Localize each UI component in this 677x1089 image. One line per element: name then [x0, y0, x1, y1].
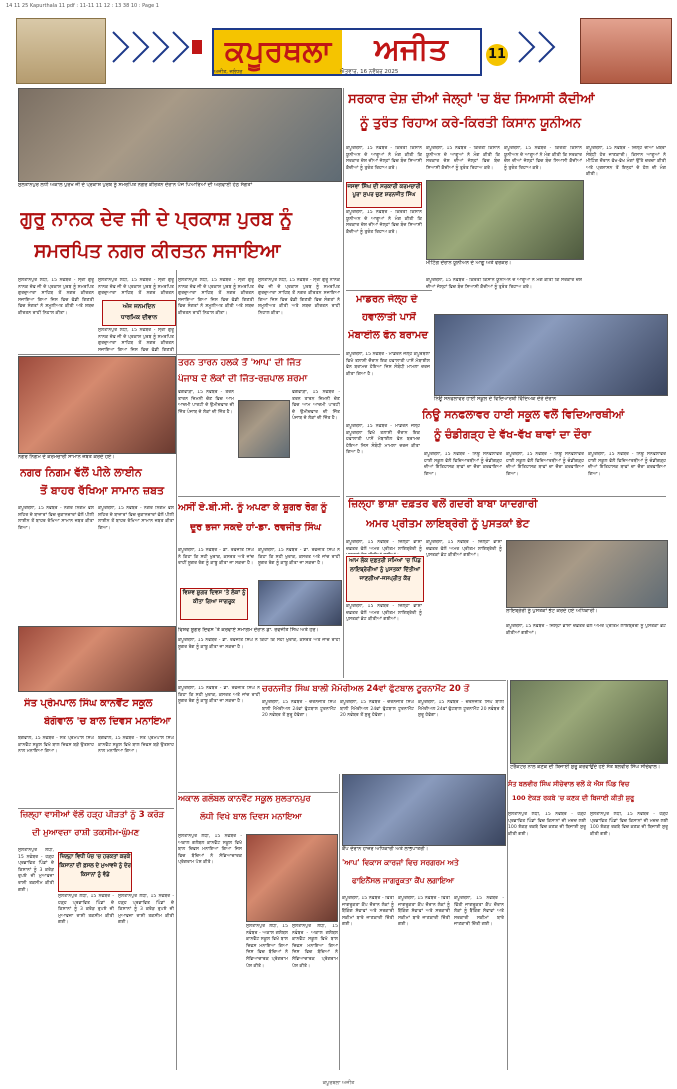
sunflower-caption: ਨਿਊ ਸਨਫਲਾਵਰ ਹਾਈ ਸਕੂਲ ਦੇ ਵਿਦਿਆਰਥੀ ਵਿੱਦਿਅਕ ਦੌਰੇ ਦੌਰਾਨ — [434, 396, 557, 402]
nagar-kirtan-box-line-1: ਅੱਜ ਜਨਮਦਿਨ — [122, 303, 156, 310]
charanjit-headline: ਚਰਨਜੀਤ ਸਿੰਘ ਬਾਲੀ ਮੈਮੋਰੀਅਲ 24ਵਾਂ ਫੁੱਟਬਾਲ ਟੂਰਨਾਮੈਂਟ 20 ਤੋਂ — [262, 684, 470, 694]
nagar-nigam-caption: ਨਗਰ ਨਿਗਮ ਦੇ ਕਰਮਚਾਰੀ ਸਾਮਾਨ ਜ਼ਬਤ ਕਰਦੇ ਹੋਏ। — [18, 454, 115, 460]
row-rule — [178, 680, 506, 681]
jail-body: ਕਪੂਰਥਲਾ, 15 ਨਵੰਬਰ - ਮਾਡਰਨ ਜੇਲ੍ਹ ਕਪੂਰਥਲਾ ਵਿਖੇ ਤਲਾਸ਼ੀ ਦੌਰਾਨ ਇਕ ਹਵਾਲਾਤੀ ਪਾਸੋਂ ਮੋਬਾਈਲ ਫੋਨ ਬਰਾਮਦ ਹੋਇਆ ਜਿਸ ਸੰਬੰਧੀ ਮਾਮਲਾ ਦਰਜ ਕੀਤਾ ਗਿਆ ਹੈ। — [346, 352, 430, 377]
sugar-body: ਕਪੂਰਥਲਾ, 15 ਨਵੰਬਰ - ਡਾ. ਰਵਜੀਤ ਸਿੰਘ ਨੇ ਕਿਹਾ ਕਿ ਸਹੀ ਖੁਰਾਕ, ਕਸਰਤ ਅਤੇ ਜਾਂਚ ਰਾਹੀਂ ਸ਼ੂਗਰ ਰੋਗ ਨੂੰ ਕਾਬੂ ਕੀਤਾ ਜਾ ਸਕਦਾ ਹੈ। — [178, 548, 254, 567]
nagar-kirtan-photo — [18, 88, 342, 182]
camp-caption: ਕੈਂਪ ਦੌਰਾਨ ਹਾਜ਼ਰ ਅਧਿਕਾਰੀ ਅਤੇ ਲਾਭਪਾਤਰੀ। — [342, 846, 429, 852]
rajpal-sharma-portrait — [238, 400, 290, 458]
decorative-pattern-right — [514, 22, 574, 78]
kisan-body: ਕਪੂਰਥਲਾ, 15 ਨਵੰਬਰ - ਕਿਰਤੀ ਕਿਸਾਨ ਯੂਨੀਅਨ ਦੇ ਆਗੂਆਂ ਨੇ ਮੰਗ ਕੀਤੀ ਕਿ ਸਰਕਾਰ ਦੇਸ਼ ਦੀਆਂ ਜੇਲ੍ਹਾਂ ਵਿਚ ਬੰਦ ਸਿਆਸੀ ਕੈਦੀਆਂ ਨੂੰ ਤੁਰੰਤ ਰਿਹਾਅ ਕਰੇ। — [346, 146, 422, 171]
jail-headline-3: ਮੋਬਾਈਲ ਫੋਨ ਬਰਾਮਦ — [348, 330, 428, 341]
bhasha-body-col1b: ਕਪੂਰਥਲਾ, 15 ਨਵੰਬਰ - ਜ਼ਿਲ੍ਹਾ ਭਾਸ਼ਾ ਦਫ਼ਤਰ ਵੱਲੋਂ ਅਮਰ ਪ੍ਰੀਤਮ ਲਾਇਬ੍ਰੇਰੀ ਨੂੰ ਪੁਸਤਕਾਂ ਭੇਟ ਕੀਤੀਆਂ ਗਈਆਂ। — [346, 604, 422, 623]
nagar-nigam-headline-1: ਨਗਰ ਨਿਗਮ ਵੱਲੋਂ ਪੀਲੇ ਲਾਈਨ — [20, 466, 142, 479]
tarn-taran-body-col2: ਫਗਵਾੜਾ, 15 ਨਵੰਬਰ - ਤਰਨ ਤਾਰਨ ਜ਼ਿਮਨੀ ਚੋਣ ਵਿਚ ਆਮ ਆਦਮੀ ਪਾਰਟੀ ਦੇ ਉਮੀਦਵਾਰ ਦੀ ਜਿੱਤ ਪੰਜਾਬ ਦੇ ਲੋਕਾਂ ਦੀ ਜਿੱਤ ਹੈ। — [292, 390, 340, 422]
kisan-body-col1b: ਕਪੂਰਥਲਾ, 15 ਨਵੰਬਰ - ਕਿਰਤੀ ਕਿਸਾਨ ਯੂਨੀਅਨ ਦੇ ਆਗੂਆਂ ਨੇ ਮੰਗ ਕੀਤੀ ਕਿ ਸਰਕਾਰ ਦੇਸ਼ ਦੀਆਂ ਜੇਲ੍ਹਾਂ ਵਿਚ ਬੰਦ ਸਿਆਸੀ ਕੈਦੀਆਂ ਨੂੰ ਤੁਰੰਤ ਰਿਹਾਅ ਕਰੇ। — [346, 210, 422, 235]
sunflower-body-col3: ਕਪੂਰਥਲਾ, 15 ਨਵੰਬਰ - ਨਿਊ ਸਨਫਲਾਵਰ ਹਾਈ ਸਕੂਲ ਵੱਲੋਂ ਵਿਦਿਆਰਥੀਆਂ ਨੂੰ ਚੰਡੀਗੜ੍ਹ ਦੀਆਂ ਇਤਿਹਾਸਕ ਥਾਵਾਂ ਦਾ ਦੌਰਾ ਕਰਵਾਇਆ ਗਿਆ। — [588, 452, 666, 477]
column-rule — [343, 88, 344, 678]
sugar-body-col2: ਕਪੂਰਥਲਾ, 15 ਨਵੰਬਰ - ਡਾ. ਰਵਜੀਤ ਸਿੰਘ ਨੇ ਕਿਹਾ ਕਿ ਸਹੀ ਖੁਰਾਕ, ਕਸਰਤ ਅਤੇ ਜਾਂਚ ਰਾਹੀਂ ਸ਼ੂਗਰ ਰੋਗ ਨੂੰ ਕਾਬੂ ਕੀਤਾ ਜਾ ਸਕਦਾ ਹੈ। — [258, 548, 340, 567]
vikas-headline-1: 'ਆਪ' ਵਿਕਾਸ ਕਾਰਜਾਂ ਵਿਚ ਸਰਗਰਮ ਅਤੇ — [342, 858, 459, 867]
hadh-box: ਜ਼ਿਲ੍ਹਾ ਵਿਧੀ ਪੰਚ 'ਚ ਹਰਕਤਾਂ ਕਰਕੇ ਕਿਸਾਨਾਂ ਦੀ ਫ਼ਸਲ ਦੇ ਮੁਆਵਜ਼ੇ ਨੂੰ ਦੇਰ ਕਿਸਾਨਾਂ ਨੂੰ ਵੰਡੇ — [58, 852, 132, 892]
vikas-body-col3: ਕਪੂਰਥਲਾ, 15 ਨਵੰਬਰ - ਵਿੱਤੀ ਜਾਗਰੂਕਤਾ ਕੈਂਪ ਦੌਰਾਨ ਲੋਕਾਂ ਨੂੰ ਬੈਂਕਿੰਗ ਸੇਵਾਵਾਂ ਅਤੇ ਸਰਕਾਰੀ ਸਕੀਮਾਂ ਬਾਰੇ ਜਾਣਕਾਰੀ ਦਿੱਤੀ ਗਈ। — [454, 896, 504, 928]
tarn-taran-headline-2: ਪੰਜਾਬ ਦੇ ਲੋਕਾਂ ਦੀ ਜਿੱਤ-ਰਜ਼ਪਾਲ ਸ਼ਰਮਾ — [178, 374, 308, 384]
kisan-body-col2: ਕਪੂਰਥਲਾ, 15 ਨਵੰਬਰ - ਕਿਰਤੀ ਕਿਸਾਨ ਯੂਨੀਅਨ ਦੇ ਆਗੂਆਂ ਨੇ ਮੰਗ ਕੀਤੀ ਕਿ ਸਰਕਾਰ ਦੇਸ਼ ਦੀਆਂ ਜੇਲ੍ਹਾਂ ਵਿਚ ਬੰਦ ਸਿਆਸੀ ਕੈਦੀਆਂ ਨੂੰ ਤੁਰੰਤ ਰਿਹਾਅ ਕਰੇ। — [426, 146, 500, 171]
tarn-taran-body: ਫਗਵਾੜਾ, 15 ਨਵੰਬਰ - ਤਰਨ ਤਾਰਨ ਜ਼ਿਮਨੀ ਚੋਣ ਵਿਚ ਆਮ ਆਦਮੀ ਪਾਰਟੀ ਦੇ ਉਮੀਦਵਾਰ ਦੀ ਜਿੱਤ ਪੰਜਾਬ ਦੇ ਲੋਕਾਂ ਦੀ ਜਿੱਤ ਹੈ। — [178, 390, 234, 415]
nagar-kirtan-body-col4: ਸੁਲਤਾਨਪੁਰ ਲੋਧੀ, 15 ਨਵੰਬਰ - ਸ੍ਰੀ ਗੁਰੂ ਨਾਨਕ ਦੇਵ ਜੀ ਦੇ ਪ੍ਰਕਾਸ਼ ਪੁਰਬ ਨੂੰ ਸਮਰਪਿਤ ਗੁਰਦੁਆਰਾ ਸਾਹਿਬ ਤੋਂ ਨਗਰ ਕੀਰਤਨ ਸਜਾਇਆ ਗਿਆ ਜਿਸ ਵਿਚ ਵੱਡੀ ਗਿਣਤੀ ਵਿਚ ਸੰਗਤਾਂ ਨੇ ਸ਼ਮੂਲੀਅਤ ਕੀਤੀ ਅਤੇ ਸ਼ਬਦ ਕੀਰਤਨ ਰਾਹੀਂ ਨਿਹਾਲ ਕੀਤਾ। — [258, 278, 340, 316]
bal-diwas-photo — [18, 626, 176, 692]
row-rule — [178, 496, 340, 497]
hadh-body-col3: ਸੁਲਤਾਨਪੁਰ ਲੋਧੀ, 15 ਨਵੰਬਰ - ਹੜ੍ਹ ਪ੍ਰਭਾਵਿਤ ਪਿੰਡਾਂ ਦੇ ਕਿਸਾਨਾਂ ਨੂੰ 3 ਕਰੋੜ ਰੁਪਏ ਦੀ ਮੁਆਵਜ਼ਾ ਰਾਸ਼ੀ ਤਕਸੀਮ ਕੀਤੀ ਗਈ। — [118, 894, 174, 926]
akal-photo — [246, 834, 338, 922]
bhasha-body: ਕਪੂਰਥਲਾ, 15 ਨਵੰਬਰ - ਜ਼ਿਲ੍ਹਾ ਭਾਸ਼ਾ ਦਫ਼ਤਰ ਵੱਲੋਂ ਅਮਰ ਪ੍ਰੀਤਮ ਲਾਇਬ੍ਰੇਰੀ ਨੂੰ — [346, 540, 422, 552]
column-rule — [339, 774, 340, 1070]
kisan-headline-1: ਸਰਕਾਰ ਦੇਸ਼ ਦੀਆਂ ਜੇਲ੍ਹਾਂ 'ਚ ਬੰਦ ਸਿਆਸੀ ਕੈਦੀਆਂ — [348, 92, 595, 107]
nagar-kirtan-headline-1: ਗੁਰੂ ਨਾਨਕ ਦੇਵ ਜੀ ਦੇ ਪ੍ਰਕਾਸ਼ ਪੁਰਬ ਨੂੰ — [20, 208, 292, 230]
bhasha-headline-1: ਜ਼ਿਲ੍ਹਾ ਭਾਸ਼ਾ ਦਫ਼ਤਰ ਵਲੋਂ ਗਦਰੀ ਬਾਬਾ ਯਾਦਗਾਰੀ — [348, 498, 538, 510]
kisan-caption: ਮੀਟਿੰਗ ਦੌਰਾਨ ਯੂਨੀਅਨ ਦੇ ਆਗੂ ਅਤੇ ਵਰਕਰ। — [426, 260, 512, 266]
masthead-title-kapurthala: ਕਪੂਰਥਲਾ — [214, 30, 342, 74]
camp-photo — [342, 774, 506, 846]
sugar-headline-2: ਦੂਰ ਭਜਾ ਸਕਦੇ ਹਾਂ-ਡਾ. ਰਵਜੀਤ ਸਿੰਘ — [190, 522, 321, 533]
tarn-taran-headline-1: ਤਰਨ ਤਾਰਨ ਹਲਕੇ ਤੋਂ 'ਆਪ' ਦੀ ਜਿੱਤ — [178, 358, 302, 368]
vikas-headline-2: ਫਾਇਨੈਂਸਲ ਜਾਗਰੂਕਤਾ ਕੈਂਪ ਲਗਾਇਆ — [352, 876, 455, 885]
sant-prem-pal-headline-2: ਬੇਗੋਵਾਲ 'ਚ ਬਾਲ ਦਿਵਸ ਮਨਾਇਆ — [44, 716, 171, 727]
masthead-date: ਐਤਵਾਰ, 16 ਨਵੰਬਰ 2025 — [340, 69, 399, 75]
nagar-kirtan-body-col2: ਸੁਲਤਾਨਪੁਰ ਲੋਧੀ, 15 ਨਵੰਬਰ - ਸ੍ਰੀ ਗੁਰੂ ਨਾਨਕ ਦੇਵ ਜੀ ਦੇ ਪ੍ਰਕਾਸ਼ ਪੁਰਬ ਨੂੰ ਸਮਰਪਿਤ ਗੁਰਦੁਆਰਾ ਸਾਹਿਬ ਤੋਂ ਨਗਰ ਕੀਰਤਨ — [98, 278, 174, 296]
nagar-kirtan-box — [102, 300, 176, 326]
kisan-photo — [426, 180, 584, 260]
hadh-headline-1: ਜ਼ਿਲ੍ਹਾ ਵਾਸੀਆਂ ਵੱਲੋਂ ਹੜ੍ਹ ਪੀੜਤਾਂ ਨੂੰ 3 ਕਰੋੜ — [20, 810, 165, 820]
sunflower-headline-1: ਨਿਊ ਸਨਫਲਾਵਰ ਹਾਈ ਸਕੂਲ ਵਲੋਂ ਵਿਦਿਆਰਥੀਆਂ — [422, 408, 625, 421]
bhasha-caption: ਲਾਇਬ੍ਰੇਰੀ ਨੂੰ ਪੁਸਤਕਾਂ ਭੇਟ ਕਰਦੇ ਹੋਏ ਅਧਿਕਾਰੀ। — [506, 608, 598, 614]
nagar-kirtan-body-col2b: ਸੁਲਤਾਨਪੁਰ ਲੋਧੀ, 15 ਨਵੰਬਰ - ਸ੍ਰੀ ਗੁਰੂ ਨਾਨਕ ਦੇਵ ਜੀ ਦੇ ਪ੍ਰਕਾਸ਼ ਪੁਰਬ ਨੂੰ ਸਮਰਪਿਤ ਗੁਰਦੁਆਰਾ ਸਾਹਿਬ ਤੋਂ ਨਗਰ ਕੀਰਤਨ ਸਜਾਇਆ ਗਿਆ ਜਿਸ ਵਿਚ ਵੱਡੀ ਗਿਣਤੀ — [98, 328, 174, 352]
bhasha-body-col3: ਕਪੂਰਥਲਾ, 15 ਨਵੰਬਰ - ਜ਼ਿਲ੍ਹਾ ਭਾਸ਼ਾ ਦਫ਼ਤਰ ਵੱਲੋਂ ਅਮਰ ਪ੍ਰੀਤਮ ਲਾਇਬ੍ਰੇਰੀ ਨੂੰ ਪੁਸਤਕਾਂ ਭੇਟ ਕੀਤੀਆਂ ਗਈਆਂ। — [506, 624, 666, 636]
kisan-body-more: ਕਪੂਰਥਲਾ, 15 ਨਵੰਬਰ - ਕਿਰਤੀ ਕਿਸਾਨ ਯੂਨੀਅਨ ਦੇ ਆਗੂਆਂ ਨੇ ਮੰਗ ਕੀਤੀ ਕਿ ਸਰਕਾਰ ਦੇਸ਼ ਦੀਆਂ ਜੇਲ੍ਹਾਂ ਵਿਚ ਬੰਦ ਸਿਆਸੀ ਕੈਦੀਆਂ ਨੂੰ ਤੁਰੰਤ ਰਿਹਾਅ ਕਰੇ। — [426, 278, 582, 290]
nagar-nigam-photo — [18, 356, 176, 454]
akal-body-col3: ਸੁਲਤਾਨਪੁਰ ਲੋਧੀ, 15 ਨਵੰਬਰ - ਅਕਾਲ ਗਲੋਬਲ ਕਾਨਵੈਂਟ ਸਕੂਲ ਵਿਖੇ ਬਾਲ ਦਿਵਸ ਮਨਾਇਆ ਗਿਆ ਜਿਸ ਵਿਚ ਬੱਚਿਆਂ ਨੇ ਸੱਭਿਆਚਾਰਕ ਪ੍ਰੋਗਰਾਮ ਪੇਸ਼ ਕੀਤੇ। — [292, 924, 338, 969]
decorative-pattern-left — [108, 22, 208, 78]
bhasha-headline-2: ਅਮਰ ਪ੍ਰੀਤਮ ਲਾਇਬ੍ਰੇਰੀ ਨੂੰ ਪੁਸਤਕਾਂ ਭੇਟ — [366, 518, 530, 530]
akal-headline-1: ਅਕਾਲ ਗਲੋਬਲ ਕਾਨਵੈਂਟ ਸਕੂਲ ਸੁਲਤਾਨਪੁਰ — [178, 794, 311, 804]
sunflower-headline-2: ਨੂੰ ਚੰਡੀਗੜ੍ਹ ਦੇ ਵੱਖ-ਵੱਖ ਥਾਵਾਂ ਦਾ ਦੌਰਾ — [434, 428, 591, 441]
akal-body: ਸੁਲਤਾਨਪੁਰ ਲੋਧੀ, 15 ਨਵੰਬਰ - ਅਕਾਲ ਗਲੋਬਲ ਕਾਨਵੈਂਟ ਸਕੂਲ ਵਿਖੇ ਬਾਲ ਦਿਵਸ ਮਨਾਇਆ ਗਿਆ ਜਿਸ ਵਿਚ ਬੱਚਿਆਂ ਨੇ ਸੱਭਿਆਚਾਰਕ ਪ੍ਰੋਗਰਾਮ ਪੇਸ਼ ਕੀਤੇ। — [178, 834, 242, 866]
charanjit-body: ਕਪੂਰਥਲਾ, 15 ਨਵੰਬਰ - ਚਰਨਜੀਤ ਸਿੰਘ ਬਾਲੀ ਮੈਮੋਰੀਅਲ 24ਵਾਂ ਫੁੱਟਬਾਲ ਟੂਰਨਾਮੈਂਟ 20 ਨਵੰਬਰ ਤੋਂ ਸ਼ੁਰੂ ਹੋਵੇਗਾ। — [262, 700, 336, 719]
akal-body-col2: ਸੁਲਤਾਨਪੁਰ ਲੋਧੀ, 15 ਨਵੰਬਰ - ਅਕਾਲ ਗਲੋਬਲ ਕਾਨਵੈਂਟ ਸਕੂਲ ਵਿਖੇ ਬਾਲ ਦਿਵਸ ਮਨਾਇਆ ਗਿਆ ਜਿਸ ਵਿਚ ਬੱਚਿਆਂ ਨੇ ਸੱਭਿਆਚਾਰਕ ਪ੍ਰੋਗਰਾਮ ਪੇਸ਼ ਕੀਤੇ। — [246, 924, 288, 969]
hadh-body: ਸੁਲਤਾਨਪੁਰ ਲੋਧੀ, 15 ਨਵੰਬਰ - ਹੜ੍ਹ ਪ੍ਰਭਾਵਿਤ ਪਿੰਡਾਂ ਦੇ ਕਿਸਾਨਾਂ ਨੂੰ 3 ਕਰੋੜ ਰੁਪਏ ਦੀ ਮੁਆਵਜ਼ਾ ਰਾਸ਼ੀ ਤਕਸੀਮ ਕੀਤੀ ਗਈ। — [18, 848, 54, 893]
sugar-body-more: ਕਪੂਰਥਲਾ, 15 ਨਵੰਬਰ - ਡਾ. ਰਵਜੀਤ ਸਿੰਘ ਨੇ ਕਿਹਾ ਕਿ ਸਹੀ ਖੁਰਾਕ, ਕਸਰਤ ਅਤੇ ਜਾਂਚ ਰਾਹੀਂ ਸ਼ੂਗਰ ਰੋਗ ਨੂੰ ਕਾਬੂ ਕੀਤਾ ਜਾ ਸਕਦਾ ਹੈ। — [178, 638, 340, 650]
kisan-inset-box: ਜਸਵਾ ਸਿੰਘ ਦੀ ਸਰਕਾਰੀ ਕਰਮਚਾਰੀ ਪੂਰਾ ਸੁਪਰ ਚੁਣ ਸ਼ਰਨਜੀਤ ਸਿੰਘ — [346, 182, 422, 208]
column-rule — [507, 680, 508, 1070]
row-rule — [18, 354, 340, 355]
kisan-headline-2: ਨੂੰ ਤੁਰੰਤ ਰਿਹਾਅ ਕਰੇ-ਕਿਰਤੀ ਕਿਸਾਨ ਯੂਨੀਅਨ — [360, 116, 582, 131]
nagar-nigam-body-col2: ਕਪੂਰਥਲਾ, 15 ਨਵੰਬਰ - ਨਗਰ ਨਿਗਮ ਵੱਲੋਂ ਸ਼ਹਿਰ ਦੇ ਬਾਜ਼ਾਰਾਂ ਵਿਚ ਦੁਕਾਨਦਾਰਾਂ ਵੱਲੋਂ ਪੀਲੀ ਲਾਈਨ ਤੋਂ ਬਾਹਰ ਰੱਖਿਆ ਸਾਮਾਨ ਜ਼ਬਤ ਕੀਤਾ ਗਿਆ। — [98, 506, 174, 531]
balbir-body: ਸੁਲਤਾਨਪੁਰ ਲੋਧੀ, 15 ਨਵੰਬਰ - ਹੜ੍ਹ ਪ੍ਰਭਾਵਿਤ ਪਿੰਡਾਂ ਵਿਚ ਕਿਸਾਨਾਂ ਦੀ ਮਦਦ ਲਈ 100 ਏਕੜ ਰਕਬੇ ਵਿਚ ਕਣਕ ਦੀ ਬਿਜਾਈ ਸ਼ੁਰੂ ਕੀਤੀ ਗਈ। — [508, 812, 586, 837]
nagar-kirtan-box-line-2: ਧਾਰਮਿਕ ਦੀਵਾਨ — [120, 314, 158, 321]
balbir-headline-2: 100 ਏਕੜ ਰਕਬੇ 'ਚ ਕਣਕ ਦੀ ਬਿਜਾਈ ਕੀਤੀ ਸ਼ੁਰੂ — [512, 794, 635, 802]
church-image — [580, 18, 672, 84]
row-rule — [18, 808, 174, 809]
sugar-headline-1: ਅਸੀਂ ਏ.ਬੀ.ਸੀ. ਨੂੰ ਅਪਣਾ ਕੇ ਸ਼ੂਗਰ ਰੋਗ ਨੂੰ — [178, 502, 327, 513]
print-slug: 14 11 25 Kapurthala 11 pdf : 11-11 11 12 : 13 38 10 : Page 1 — [6, 3, 159, 9]
nagar-kirtan-body: ਸੁਲਤਾਨਪੁਰ ਲੋਧੀ, 15 ਨਵੰਬਰ - ਸ੍ਰੀ ਗੁਰੂ ਨਾਨਕ ਦੇਵ ਜੀ ਦੇ ਪ੍ਰਕਾਸ਼ ਪੁਰਬ ਨੂੰ ਸਮਰਪਿਤ ਗੁਰਦੁਆਰਾ ਸਾਹਿਬ ਤੋਂ ਨਗਰ ਕੀਰਤਨ ਸਜਾਇਆ ਗਿਆ ਜਿਸ ਵਿਚ ਵੱਡੀ ਗਿਣਤੀ ਵਿਚ ਸੰਗਤਾਂ ਨੇ ਸ਼ਮੂਲੀਅਤ ਕੀਤੀ ਅਤੇ ਸ਼ਬਦ ਕੀਰਤਨ ਰਾਹੀਂ ਨਿਹਾਲ ਕੀਤਾ। — [18, 278, 94, 316]
nagar-nigam-headline-2: ਤੋਂ ਬਾਹਰ ਰੱਖਿਆ ਸਾਮਾਨ ਜ਼ਬਤ — [40, 484, 165, 497]
akal-headline-2: ਲੋਧੀ ਵਿਖੇ ਬਾਲ ਦਿਵਸ ਮਨਾਇਆ — [200, 812, 302, 822]
row-rule — [346, 496, 666, 497]
vikas-body-col2: ਕਪੂਰਥਲਾ, 15 ਨਵੰਬਰ - ਵਿੱਤੀ ਜਾਗਰੂਕਤਾ ਕੈਂਪ ਦੌਰਾਨ ਲੋਕਾਂ ਨੂੰ ਬੈਂਕਿੰਗ ਸੇਵਾਵਾਂ ਅਤੇ ਸਰਕਾਰੀ ਸਕੀਮਾਂ ਬਾਰੇ ਜਾਣਕਾਰੀ ਦਿੱਤੀ ਗਈ। — [398, 896, 450, 928]
sugar-body-tail: ਕਪੂਰਥਲਾ, 15 ਨਵੰਬਰ - ਡਾ. ਰਵਜੀਤ ਸਿੰਘ ਨੇ ਕਿਹਾ ਕਿ ਸਹੀ ਖੁਰਾਕ, ਕਸਰਤ ਅਤੇ ਜਾਂਚ ਰਾਹੀਂ ਸ਼ੂਗਰ ਰੋਗ ਨੂੰ ਕਾਬੂ ਕੀਤਾ ਜਾ ਸਕਦਾ ਹੈ। — [178, 686, 260, 705]
bhasha-photo — [506, 540, 668, 608]
sant-prem-pal-body-col2: ਬੇਗੋਵਾਲ, 15 ਨਵੰਬਰ - ਸੰਤ ਪ੍ਰੇਮਪਾਲ ਸਿੰਘ ਕਾਨਵੈਂਟ ਸਕੂਲ ਵਿਖੇ ਬਾਲ ਦਿਵਸ ਬੜੇ ਉਤਸ਼ਾਹ ਨਾਲ ਮਨਾਇਆ ਗਿਆ। — [98, 736, 174, 755]
hadh-headline-2: ਦੀ ਮੁਆਵਜ਼ਾ ਰਾਸ਼ੀ ਤਕਸੀਮ-ਘੁੰਮਣ — [32, 828, 140, 838]
masthead-tagline: ਅਜੀਤ, ਜਲੰਧਰ — [214, 69, 243, 75]
sugar-caption: ਵਿਸ਼ਵ ਸ਼ੂਗਰ ਦਿਵਸ 'ਤੇ ਕਰਵਾਏ ਸਮਾਗਮ ਦੌਰਾਨ ਡਾ. ਰਵਜੀਤ ਸਿੰਘ ਅਤੇ ਹੋਰ। — [178, 627, 319, 633]
page-footer: ਕਪੂਰਥਲਾ ਅਜੀਤ — [322, 1080, 355, 1086]
vikas-body: ਕਪੂਰਥਲਾ, 15 ਨਵੰਬਰ - ਵਿੱਤੀ ਜਾਗਰੂਕਤਾ ਕੈਂਪ ਦੌਰਾਨ ਲੋਕਾਂ ਨੂੰ ਬੈਂਕਿੰਗ ਸੇਵਾਵਾਂ ਅਤੇ ਸਰਕਾਰੀ ਸਕੀਮਾਂ ਬਾਰੇ ਜਾਣਕਾਰੀ ਦਿੱਤੀ ਗਈ। — [342, 896, 394, 928]
bhasha-body-col2: ਕਪੂਰਥਲਾ, 15 ਨਵੰਬਰ - ਜ਼ਿਲ੍ਹਾ ਭਾਸ਼ਾ ਦਫ਼ਤਰ ਵੱਲੋਂ ਅਮਰ ਪ੍ਰੀਤਮ ਲਾਇਬ੍ਰੇਰੀ ਨੂੰ ਪੁਸਤਕਾਂ ਭੇਟ ਕੀਤੀਆਂ ਗਈਆਂ। — [426, 540, 502, 559]
row-rule — [346, 290, 432, 291]
kisan-body-col3: ਕਪੂਰਥਲਾ, 15 ਨਵੰਬਰ - ਕਿਰਤੀ ਕਿਸਾਨ ਯੂਨੀਅਨ ਦੇ ਆਗੂਆਂ ਨੇ ਮੰਗ ਕੀਤੀ ਕਿ ਸਰਕਾਰ ਦੇਸ਼ ਦੀਆਂ ਜੇਲ੍ਹਾਂ ਵਿਚ ਬੰਦ ਸਿਆਸੀ ਕੈਦੀਆਂ ਨੂੰ ਤੁਰੰਤ ਰਿਹਾਅ ਕਰੇ। — [504, 146, 582, 171]
nagar-kirtan-caption: ਸੁਲਤਾਨਪੁਰ ਲੋਧੀ ਅਕਾਲ ਪੁਰਖ ਜੀ ਦੇ ਪ੍ਰਕਾਸ਼ ਪੁਰਬ ਨੂੰ ਸਮਰਪਿਤ ਨਗਰ ਕੀਰਤਨ ਦੌਰਾਨ ਪੰਜ ਪਿਆਰਿਆਂ ਦੀ ਅਗਵਾਈ ਹੇਠ ਸੰਗਤਾਂ — [18, 182, 252, 188]
balbir-headline-1: ਸੰਤ ਬਲਵੀਰ ਸਿੰਘ ਸੀਚੇਵਾਲ ਵਲੋਂ ਕੇ ਐਸ ਪਿੰਡ ਵਿਚ — [508, 780, 630, 788]
nagar-kirtan-body-col3: ਸੁਲਤਾਨਪੁਰ ਲੋਧੀ, 15 ਨਵੰਬਰ - ਸ੍ਰੀ ਗੁਰੂ ਨਾਨਕ ਦੇਵ ਜੀ ਦੇ ਪ੍ਰਕਾਸ਼ ਪੁਰਬ ਨੂੰ ਸਮਰਪਿਤ ਗੁਰਦੁਆਰਾ ਸਾਹਿਬ ਤੋਂ ਨਗਰ ਕੀਰਤਨ ਸਜਾਇਆ ਗਿਆ ਜਿਸ ਵਿਚ ਵੱਡੀ ਗਿਣਤੀ ਵਿਚ ਸੰਗਤਾਂ ਨੇ ਸ਼ਮੂਲੀਅਤ ਕੀਤੀ ਅਤੇ ਸ਼ਬਦ ਕੀਰਤਨ ਰਾਹੀਂ ਨਿਹਾਲ ਕੀਤਾ। — [178, 278, 254, 316]
nagar-nigam-body: ਕਪੂਰਥਲਾ, 15 ਨਵੰਬਰ - ਨਗਰ ਨਿਗਮ ਵੱਲੋਂ ਸ਼ਹਿਰ ਦੇ ਬਾਜ਼ਾਰਾਂ ਵਿਚ ਦੁਕਾਨਦਾਰਾਂ ਵੱਲੋਂ ਪੀਲੀ ਲਾਈਨ ਤੋਂ ਬਾਹਰ ਰੱਖਿਆ ਸਾਮਾਨ ਜ਼ਬਤ ਕੀਤਾ ਗਿਆ। — [18, 506, 94, 531]
page-number-badge: 11 — [486, 44, 508, 66]
sant-prem-pal-headline-1: ਸੰਤ ਪ੍ਰੇਮਪਾਲ ਸਿੰਘ ਕਾਨਵੈਂਟ ਸਕੂਲ — [24, 698, 153, 709]
sugar-photo — [258, 580, 342, 626]
charanjit-body-col2: ਕਪੂਰਥਲਾ, 15 ਨਵੰਬਰ - ਚਰਨਜੀਤ ਸਿੰਘ ਬਾਲੀ ਮੈਮੋਰੀਅਲ 24ਵਾਂ ਫੁੱਟਬਾਲ ਟੂਰਨਾਮੈਂਟ 20 ਨਵੰਬਰ ਤੋਂ ਸ਼ੁਰੂ ਹੋਵੇਗਾ। — [340, 700, 414, 719]
tractor-photo — [510, 680, 668, 764]
bhasha-box: ਆਮ ਲੋਕ ਦਫ਼ਤਰੀ ਸਮਿਆਂ 'ਚ ਪਿੰਡ ਲਾਇਬ੍ਰੇਰੀਆਂ ਨੂੰ ਪੁਸਤਕਾਂ ਦਿੱਤੀਆਂ ਜਾਣਗੀਆਂ-ਜਸਪ੍ਰੀਤ ਕੌਰ — [346, 556, 424, 602]
sunflower-photo — [434, 314, 668, 396]
balbir-body-col2: ਸੁਲਤਾਨਪੁਰ ਲੋਧੀ, 15 ਨਵੰਬਰ - ਹੜ੍ਹ ਪ੍ਰਭਾਵਿਤ ਪਿੰਡਾਂ ਵਿਚ ਕਿਸਾਨਾਂ ਦੀ ਮਦਦ ਲਈ 100 ਏਕੜ ਰਕਬੇ ਵਿਚ ਕਣਕ ਦੀ ਬਿਜਾਈ ਸ਼ੁਰੂ ਕੀਤੀ ਗਈ। — [590, 812, 668, 837]
charanjit-body-col3: ਕਪੂਰਥਲਾ, 15 ਨਵੰਬਰ - ਚਰਨਜੀਤ ਸਿੰਘ ਬਾਲੀ ਮੈਮੋਰੀਅਲ 24ਵਾਂ ਫੁੱਟਬਾਲ ਟੂਰਨਾਮੈਂਟ 20 ਨਵੰਬਰ ਤੋਂ ਸ਼ੁਰੂ ਹੋਵੇਗਾ। — [418, 700, 504, 719]
nagar-kirtan-headline-2: ਸਮਰਪਿਤ ਨਗਰ ਕੀਰਤਨ ਸਜਾਇਆ — [34, 240, 281, 262]
gurdwara-image — [16, 18, 106, 84]
tractor-caption: ਟਰੈਕਟਰ ਨਾਲ ਕਣਕ ਦੀ ਬਿਜਾਈ ਸ਼ੁਰੂ ਕਰਵਾਉਂਦੇ ਹੋਏ ਸੰਤ ਬਲਵੀਰ ਸਿੰਘ ਸੀਚੇਵਾਲ। — [510, 764, 661, 770]
right-column-body: ਕਪੂਰਥਲਾ, 15 ਨਵੰਬਰ - ਜ਼ਿਲ੍ਹੇ ਦੀਆਂ ਖ਼ਬਰਾਂ ਸੰਬੰਧੀ ਹੋਰ ਜਾਣਕਾਰੀ। ਕਿਸਾਨ ਆਗੂਆਂ ਨੇ ਮੀਟਿੰਗ ਦੌਰਾਨ ਵੱਖ-ਵੱਖ ਮੰਗਾਂ ਉੱਤੇ ਚਰਚਾ ਕੀਤੀ ਅਤੇ ਪ੍ਰਸ਼ਾਸਨ ਤੋਂ ਇਨ੍ਹਾਂ ਦੇ ਹੱਲ ਦੀ ਮੰਗ ਕੀਤੀ। — [586, 146, 666, 178]
sugar-box: ਵਿਸ਼ਵ ਸ਼ੂਗਰ ਦਿਵਸ 'ਤੇ ਲੋਕਾਂ ਨੂੰ ਕੀਤਾ ਗਿਆ ਜਾਗਰੂਕ — [180, 588, 248, 620]
jail-headline-1: ਮਾਡਰਨ ਜੇਲ੍ਹ ਦੇ — [356, 294, 418, 305]
sunflower-body: ਕਪੂਰਥਲਾ, 15 ਨਵੰਬਰ - ਨਿਊ ਸਨਫਲਾਵਰ ਹਾਈ ਸਕੂਲ ਵੱਲੋਂ ਵਿਦਿਆਰਥੀਆਂ ਨੂੰ ਚੰਡੀਗੜ੍ਹ ਦੀਆਂ ਇਤਿਹਾਸਕ ਥਾਵਾਂ ਦਾ ਦੌਰਾ ਕਰਵਾਇਆ ਗਿਆ। — [424, 452, 502, 477]
jail-headline-2: ਹਵਾਲਾਤੀ ਪਾਸੋਂ — [362, 312, 416, 323]
jail-body-more: ਕਪੂਰਥਲਾ, 15 ਨਵੰਬਰ - ਮਾਡਰਨ ਜੇਲ੍ਹ ਕਪੂਰਥਲਾ ਵਿਖੇ ਤਲਾਸ਼ੀ ਦੌਰਾਨ ਇਕ ਹਵਾਲਾਤੀ ਪਾਸੋਂ ਮੋਬਾਈਲ ਫੋਨ ਬਰਾਮਦ ਹੋਇਆ ਜਿਸ ਸੰਬੰਧੀ ਮਾਮਲਾ ਦਰਜ ਕੀਤਾ ਗਿਆ ਹੈ। — [346, 424, 420, 456]
sunflower-body-col2: ਕਪੂਰਥਲਾ, 15 ਨਵੰਬਰ - ਨਿਊ ਸਨਫਲਾਵਰ ਹਾਈ ਸਕੂਲ ਵੱਲੋਂ ਵਿਦਿਆਰਥੀਆਂ ਨੂੰ ਚੰਡੀਗੜ੍ਹ ਦੀਆਂ ਇਤਿਹਾਸਕ ਥਾਵਾਂ ਦਾ ਦੌਰਾ ਕਰਵਾਇਆ ਗਿਆ। — [506, 452, 584, 477]
sant-prem-pal-body: ਬੇਗੋਵਾਲ, 15 ਨਵੰਬਰ - ਸੰਤ ਪ੍ਰੇਮਪਾਲ ਸਿੰਘ ਕਾਨਵੈਂਟ ਸਕੂਲ ਵਿਖੇ ਬਾਲ ਦਿਵਸ ਬੜੇ ਉਤਸ਼ਾਹ ਨਾਲ ਮਨਾਇਆ ਗਿਆ। — [18, 736, 94, 755]
hadh-body-col2: ਸੁਲਤਾਨਪੁਰ ਲੋਧੀ, 15 ਨਵੰਬਰ - ਹੜ੍ਹ ਪ੍ਰਭਾਵਿਤ ਪਿੰਡਾਂ ਦੇ ਕਿਸਾਨਾਂ ਨੂੰ 3 ਕਰੋੜ ਰੁਪਏ ਦੀ ਮੁਆਵਜ਼ਾ ਰਾਸ਼ੀ ਤਕਸੀਮ ਕੀਤੀ ਗਈ। — [58, 894, 114, 926]
row-rule — [178, 792, 338, 793]
column-rule — [176, 270, 177, 1070]
masthead-title-ajit: ਅਜੀਤ — [342, 30, 480, 74]
